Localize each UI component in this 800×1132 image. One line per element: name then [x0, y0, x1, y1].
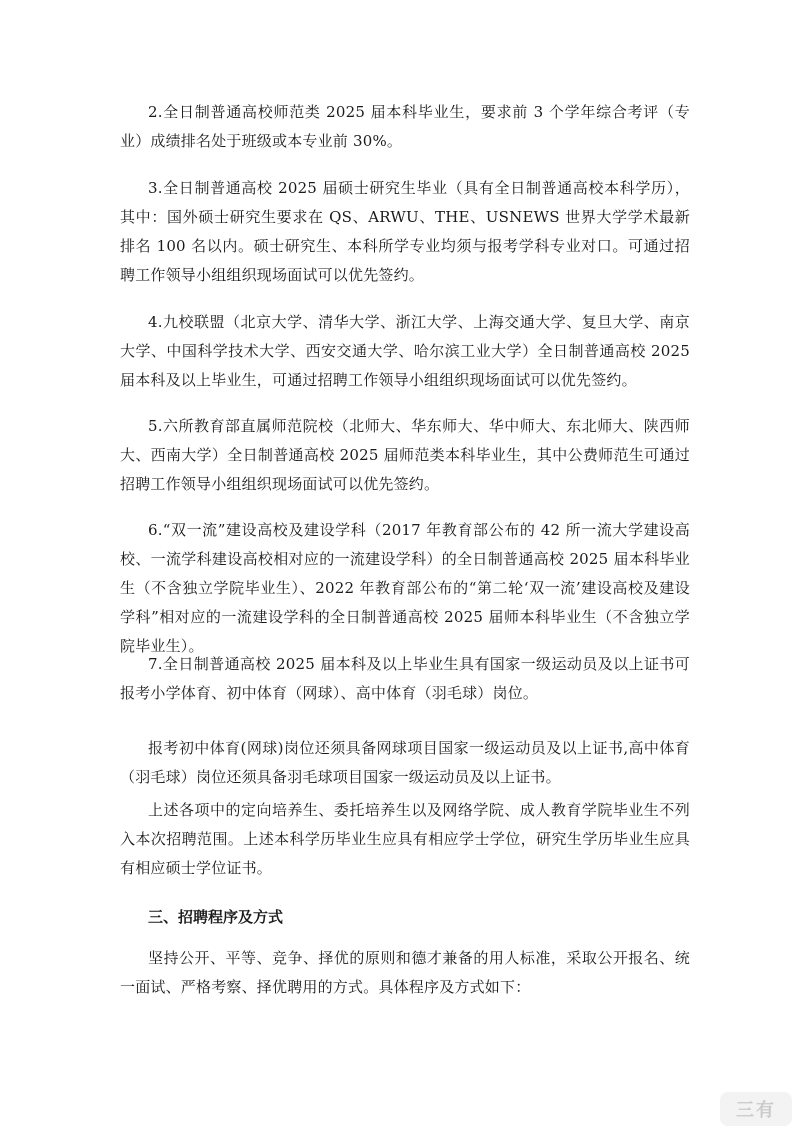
watermark-text: 三有	[736, 1100, 776, 1121]
paragraph-procedure: 坚持公开、平等、竞争、择优的原则和德才兼备的用人标准，采取公开报名、统一面试、严格考察、择优聘用的方式。具体程序及方式如下：	[120, 949, 690, 996]
paragraph-item-3: 3.全日制普通高校 2025 届硕士研究生毕业（具有全日制普通高校本科学历），其中：国外硕士研究生要求在 QS、ARWU、THE、USNEWS 世界大学学术最新排名 100 名以内。硕士研究生、本科所学专业均须与报考学科专业对口。可通过招聘工作领导小组组织现场面试可以优先签约。	[120, 179, 690, 284]
paragraph-item-6: 6.“双一流”建设高校及建设学科（2017 年教育部公布的 42 所一流大学建设高校、一流学科建设高校相对应的一流建设学科）的全日制普通高校 2025 届本科毕业生（不含独立学院毕业生）、2022 年教育部公布的“第二轮‘双一流’建设高校及建设学科”相对应的一流建设学科的全日制普通高校 2025 届师本科毕业生（不含独立学院毕业生）。	[120, 521, 690, 655]
section-heading: 三、招聘程序及方式	[148, 908, 284, 926]
paragraph-item-2: 2.全日制普通高校师范类 2025 届本科毕业生，要求前 3 个学年综合考评（专业）成绩排名处于班级或本专业前 30%。	[120, 103, 690, 150]
paragraph-item-4: 4.九校联盟（北京大学、清华大学、浙江大学、上海交通大学、复旦大学、南京大学、中国科学技术大学、西安交通大学、哈尔滨工业大学）全日制普通高校 2025 届本科及以上毕业生，可通过招聘工作领导小组组织现场面试可以优先签约。	[120, 313, 690, 389]
paragraph-item-5: 5.六所教育部直属师范院校（北师大、华东师大、华中师大、东北师大、陕西师大、西南大学）全日制普通高校 2025 届师范类本科毕业生，其中公费师范生可通过招聘工作领导小组组织现场面试可以优先签约。	[120, 417, 690, 493]
watermark-logo	[720, 1092, 792, 1126]
paragraph-sports-requirement: 报考初中体育(网球)岗位还须具备网球项目国家一级运动员及以上证书,高中体育（羽毛球）岗位还须具备羽毛球项目国家一级运动员及以上证书。	[120, 739, 690, 786]
paragraph-item-7: 7.全日制普通高校 2025 届本科及以上毕业生具有国家一级运动员及以上证书可报考小学体育、初中体育（网球）、高中体育（羽毛球）岗位。	[120, 655, 690, 702]
paragraph-exclusions: 上述各项中的定向培养生、委托培养生以及网络学院、成人教育学院毕业生不列入本次招聘范围。上述本科学历毕业生应具有相应学士学位，研究生学历毕业生应具有相应硕士学位证书。	[120, 801, 690, 877]
